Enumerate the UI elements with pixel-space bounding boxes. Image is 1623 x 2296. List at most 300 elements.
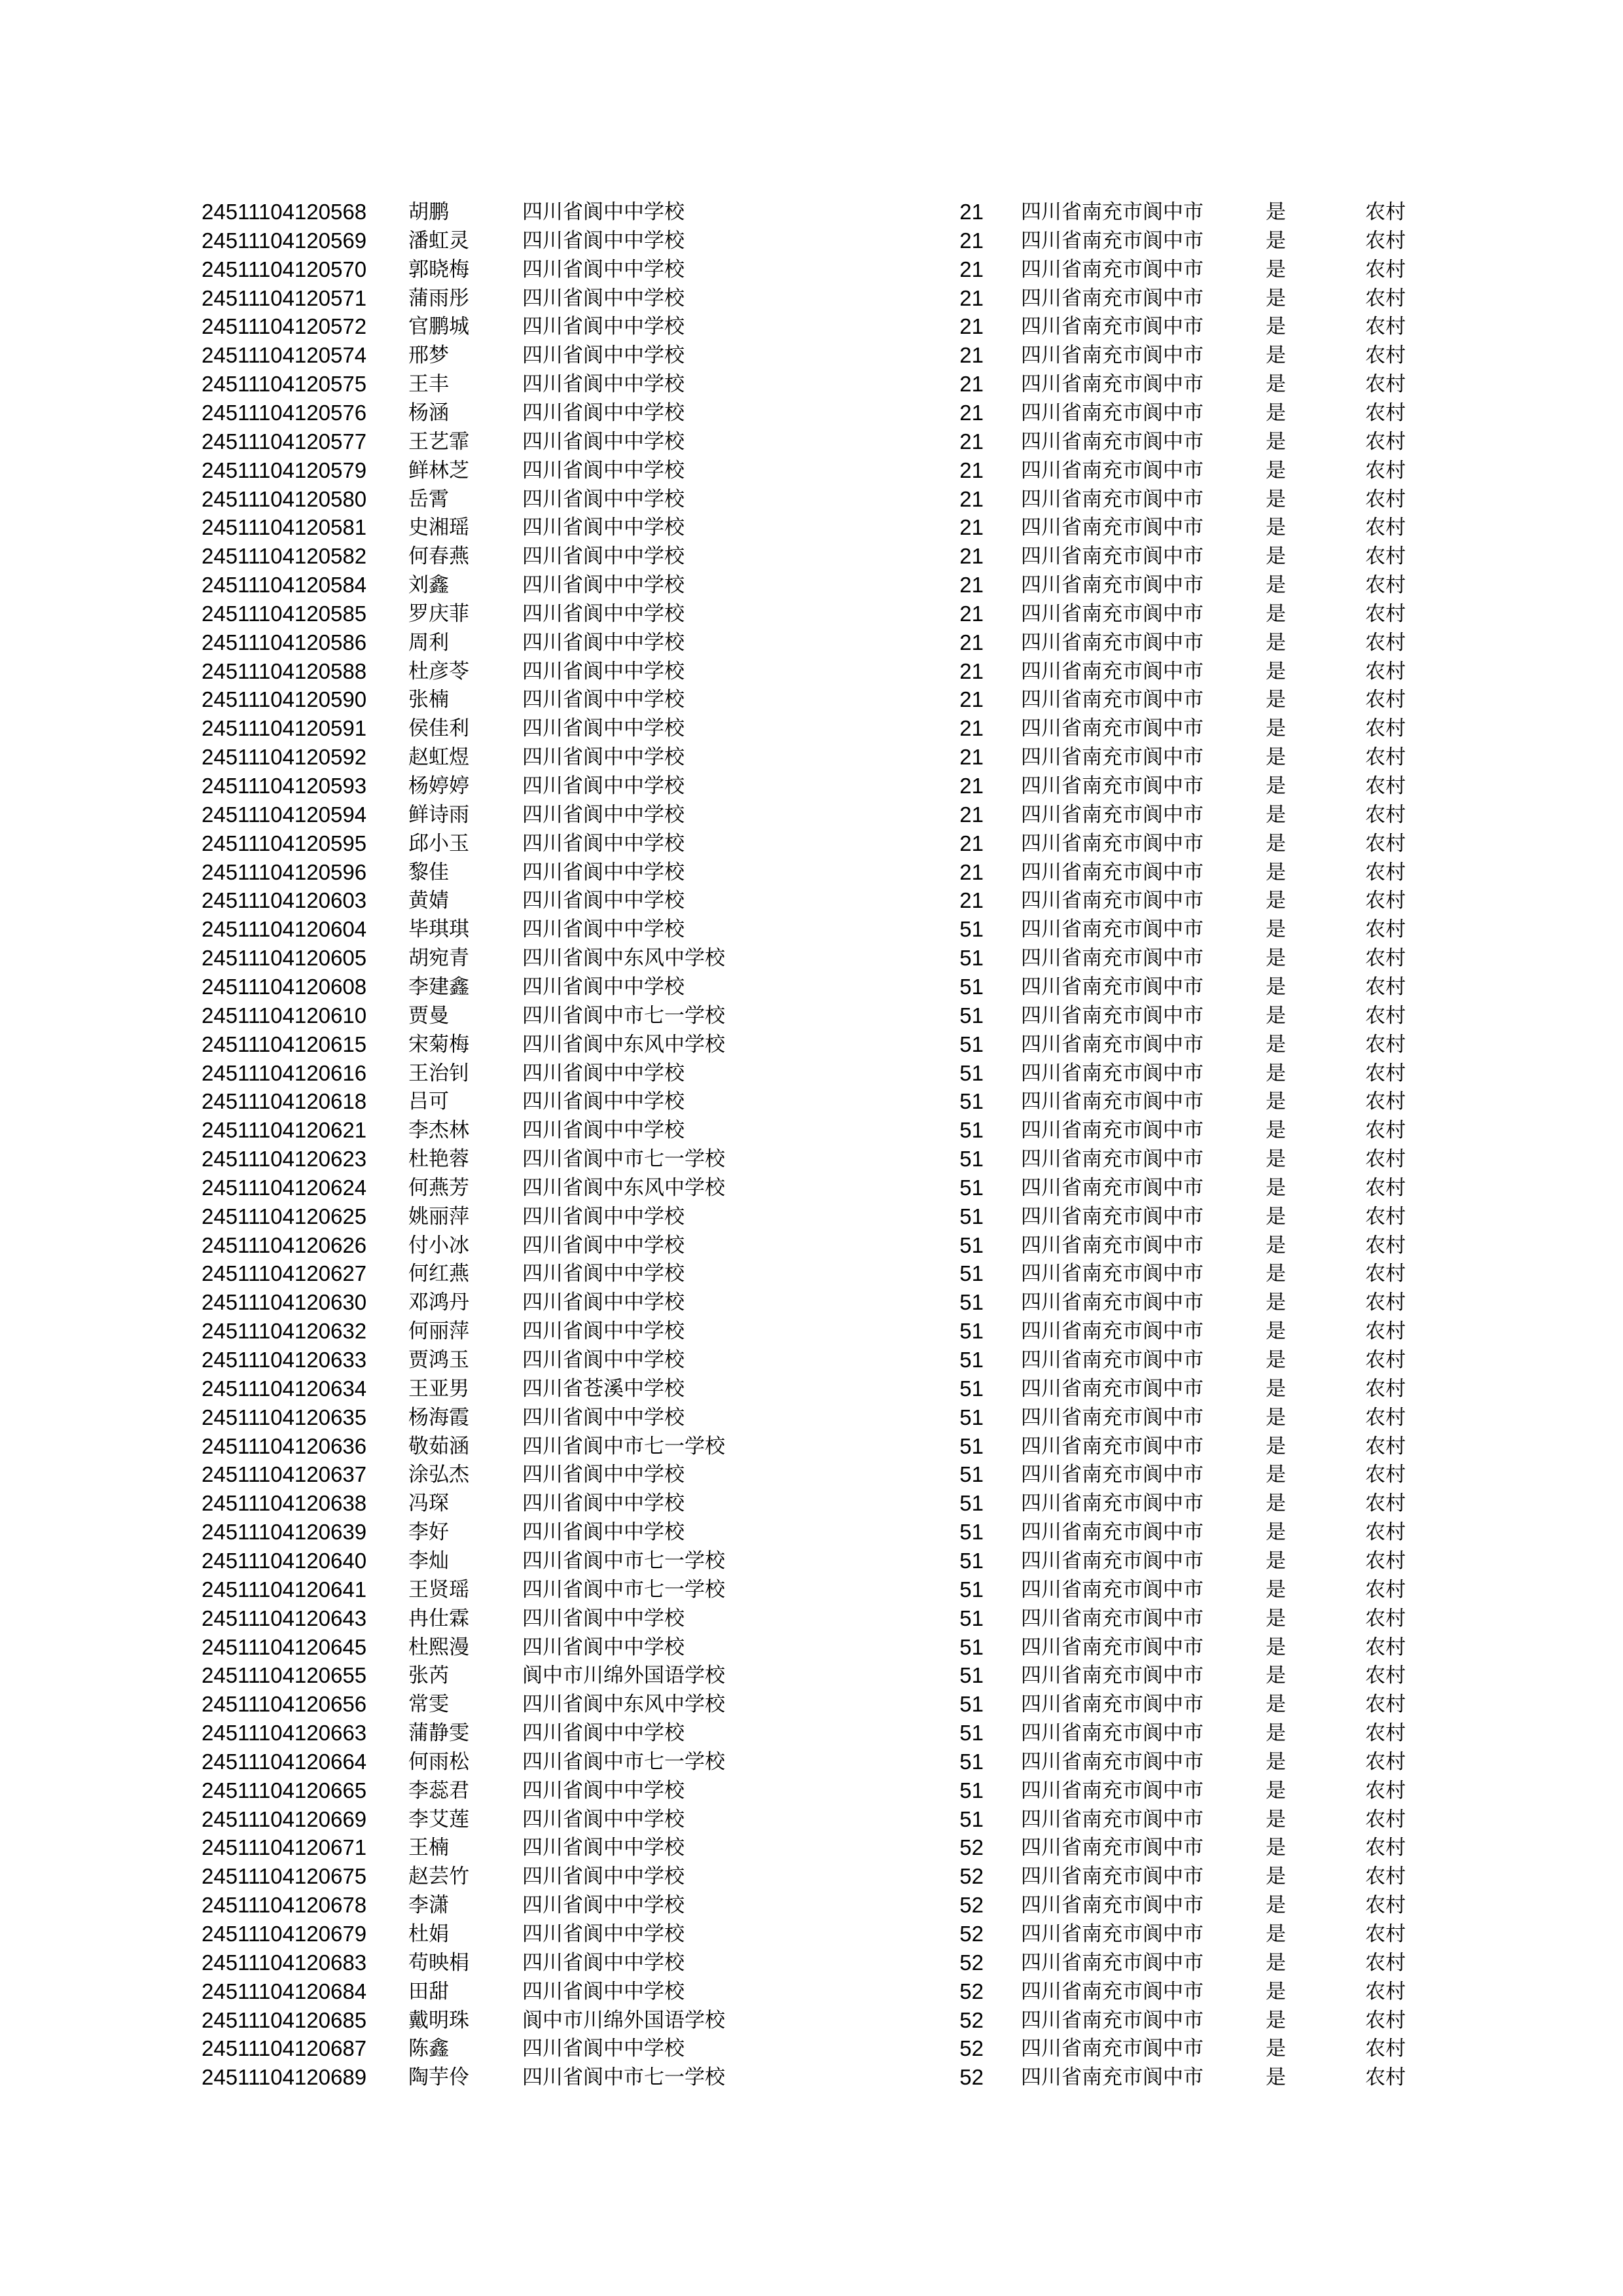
school-cell: 四川省阆中东风中学校 [522,946,725,971]
table-row [0,399,1623,427]
student-id-cell: 24511104120591 [202,716,367,741]
region-cell: 四川省南充市阆中市 [1021,601,1204,626]
table-row [0,1547,1623,1575]
household-type-cell: 农村 [1365,286,1406,310]
table-row [0,2006,1623,2035]
category-code-cell: 21 [959,372,984,397]
student-id-cell: 24511104120576 [202,400,367,425]
flag-cell: 是 [1266,228,1286,253]
student-name-cell: 杜熙漫 [408,1635,469,1659]
region-cell: 四川省南充市阆中市 [1021,200,1204,224]
school-cell: 四川省阆中中学校 [522,745,685,770]
flag-cell: 是 [1266,1664,1286,1688]
student-id-cell: 24511104120616 [202,1060,367,1085]
student-name-cell: 潘虹灵 [408,228,469,253]
student-name-cell: 赵虹煜 [408,745,469,770]
household-type-cell: 农村 [1365,1319,1406,1344]
student-name-cell: 涂弘杰 [408,1463,469,1487]
region-cell: 四川省南充市阆中市 [1021,717,1204,741]
flag-cell: 是 [1266,1119,1286,1143]
table-row [0,1317,1623,1346]
flag-cell: 是 [1266,946,1286,971]
region-cell: 四川省南充市阆中市 [1021,1606,1204,1630]
category-code-cell: 21 [959,630,984,655]
category-code-cell: 51 [959,1405,984,1429]
student-id-cell: 24511104120684 [202,1979,367,2003]
student-name-cell: 张楠 [408,688,449,712]
region-cell: 四川省南充市阆中市 [1021,1577,1204,1602]
flag-cell: 是 [1266,1348,1286,1372]
flag-cell: 是 [1266,2037,1286,2061]
student-id-cell: 24511104120570 [202,257,367,281]
table-row [0,1403,1623,1432]
household-type-cell: 农村 [1365,975,1406,999]
household-type-cell: 农村 [1365,601,1406,626]
flag-cell: 是 [1266,1893,1286,1918]
student-id-cell: 24511104120645 [202,1634,367,1659]
flag-cell: 是 [1266,2066,1286,2090]
category-code-cell: 51 [959,1692,984,1717]
flag-cell: 是 [1266,1147,1286,1172]
household-type-cell: 农村 [1365,1147,1406,1172]
table-row [0,341,1623,370]
household-type-cell: 农村 [1365,889,1406,913]
household-type-cell: 农村 [1365,1233,1406,1257]
flag-cell: 是 [1266,1865,1286,1889]
student-id-cell: 24511104120618 [202,1089,367,1114]
student-name-cell: 敬茹涵 [408,1434,469,1458]
table-row [0,1116,1623,1145]
student-id-cell: 24511104120575 [202,372,367,397]
household-type-cell: 农村 [1365,228,1406,253]
flag-cell: 是 [1266,1922,1286,1946]
region-cell: 四川省南充市阆中市 [1021,286,1204,310]
student-id-cell: 24511104120621 [202,1118,367,1143]
region-cell: 四川省南充市阆中市 [1021,1003,1204,1028]
flag-cell: 是 [1266,257,1286,281]
flag-cell: 是 [1266,717,1286,741]
student-name-cell: 邓鸿丹 [408,1291,469,1315]
household-type-cell: 农村 [1365,1175,1406,1200]
table-row [0,1489,1623,1518]
household-type-cell: 农村 [1365,774,1406,798]
category-code-cell: 52 [959,1835,984,1860]
student-id-cell: 24511104120594 [202,802,367,827]
table-row [0,1690,1623,1719]
flag-cell: 是 [1266,1463,1286,1487]
household-type-cell: 农村 [1365,429,1406,454]
household-type-cell: 农村 [1365,918,1406,942]
category-code-cell: 51 [959,1376,984,1401]
region-cell: 四川省南充市阆中市 [1021,1175,1204,1200]
region-cell: 四川省南充市阆中市 [1021,1434,1204,1458]
flag-cell: 是 [1266,1405,1286,1429]
household-type-cell: 农村 [1365,315,1406,339]
region-cell: 四川省南充市阆中市 [1021,831,1204,855]
table-row [0,1374,1623,1403]
category-code-cell: 52 [959,2065,984,2090]
school-cell: 四川省阆中市七一学校 [522,1003,725,1028]
region-cell: 四川省南充市阆中市 [1021,401,1204,425]
flag-cell: 是 [1266,458,1286,482]
flag-cell: 是 [1266,659,1286,683]
household-type-cell: 农村 [1365,458,1406,482]
table-row [0,370,1623,399]
school-cell: 四川省阆中中学校 [522,1405,685,1429]
table-row [0,714,1623,743]
student-id-cell: 24511104120687 [202,2036,367,2061]
school-cell: 四川省阆中中学校 [522,1520,685,1545]
student-name-cell: 胡鹏 [408,200,449,224]
school-cell: 四川省阆中中学校 [522,1893,685,1918]
household-type-cell: 农村 [1365,831,1406,855]
table-row [0,858,1623,887]
school-cell: 四川省阆中市七一学校 [522,2066,725,2090]
category-code-cell: 51 [959,1749,984,1774]
flag-cell: 是 [1266,429,1286,454]
school-cell: 四川省阆中中学校 [522,429,685,454]
category-code-cell: 21 [959,429,984,454]
student-id-cell: 24511104120663 [202,1721,367,1746]
table-row [0,743,1623,772]
flag-cell: 是 [1266,831,1286,855]
household-type-cell: 农村 [1365,1979,1406,2003]
student-name-cell: 贾鸿玉 [408,1348,469,1372]
region-cell: 四川省南充市阆中市 [1021,1032,1204,1056]
region-cell: 四川省南充市阆中市 [1021,1204,1204,1229]
category-code-cell: 21 [959,745,984,770]
student-name-cell: 冯琛 [408,1492,449,1516]
table-row [0,772,1623,800]
table-row [0,1633,1623,1662]
student-name-cell: 王治钊 [408,1061,469,1085]
flag-cell: 是 [1266,516,1286,540]
household-type-cell: 农村 [1365,1606,1406,1630]
flag-cell: 是 [1266,315,1286,339]
category-code-cell: 51 [959,1319,984,1344]
table-row [0,1604,1623,1633]
category-code-cell: 51 [959,1491,984,1516]
student-name-cell: 李杰林 [408,1119,469,1143]
student-id-cell: 24511104120593 [202,774,367,798]
category-code-cell: 51 [959,1548,984,1573]
category-code-cell: 21 [959,859,984,884]
student-name-cell: 黎佳 [408,860,449,884]
flag-cell: 是 [1266,1693,1286,1717]
region-cell: 四川省南充市阆中市 [1021,429,1204,454]
household-type-cell: 农村 [1365,257,1406,281]
category-code-cell: 51 [959,1003,984,1028]
school-cell: 四川省阆中中学校 [522,1778,685,1803]
flag-cell: 是 [1266,200,1286,224]
category-code-cell: 52 [959,1922,984,1946]
school-cell: 四川省阆中中学校 [522,401,685,425]
region-cell: 四川省南充市阆中市 [1021,918,1204,942]
school-cell: 四川省阆中中学校 [522,1090,685,1114]
school-cell: 四川省阆中市七一学校 [522,1577,725,1602]
student-id-cell: 24511104120630 [202,1290,367,1315]
flag-cell: 是 [1266,545,1286,569]
student-id-cell: 24511104120655 [202,1663,367,1688]
flag-cell: 是 [1266,918,1286,942]
student-id-cell: 24511104120671 [202,1835,367,1860]
region-cell: 四川省南充市阆中市 [1021,1922,1204,1946]
category-code-cell: 51 [959,1147,984,1172]
student-id-cell: 24511104120678 [202,1893,367,1918]
student-name-cell: 付小冰 [408,1233,469,1257]
flag-cell: 是 [1266,774,1286,798]
student-id-cell: 24511104120580 [202,486,367,511]
region-cell: 四川省南充市阆中市 [1021,630,1204,655]
student-name-cell: 岳霄 [408,487,449,511]
table-row [0,1030,1623,1059]
flag-cell: 是 [1266,1175,1286,1200]
flag-cell: 是 [1266,1749,1286,1774]
region-cell: 四川省南充市阆中市 [1021,2037,1204,2061]
school-cell: 四川省阆中中学校 [522,1492,685,1516]
table-row [0,657,1623,686]
household-type-cell: 农村 [1365,573,1406,598]
category-code-cell: 51 [959,1778,984,1803]
flag-cell: 是 [1266,1520,1286,1545]
table-row [0,628,1623,657]
student-id-cell: 24511104120635 [202,1405,367,1429]
table-row [0,1891,1623,1920]
category-code-cell: 51 [959,1089,984,1114]
student-name-cell: 冉仕霖 [408,1606,469,1630]
region-cell: 四川省南充市阆中市 [1021,1979,1204,2003]
region-cell: 四川省南充市阆中市 [1021,688,1204,712]
student-name-cell: 姚丽萍 [408,1204,469,1229]
category-code-cell: 21 [959,515,984,540]
student-id-cell: 24511104120592 [202,745,367,770]
table-row [0,1231,1623,1260]
region-cell: 四川省南充市阆中市 [1021,1635,1204,1659]
student-id-cell: 24511104120679 [202,1922,367,1946]
category-code-cell: 51 [959,1060,984,1085]
flag-cell: 是 [1266,1549,1286,1573]
school-cell: 四川省阆中中学校 [522,1348,685,1372]
region-cell: 四川省南充市阆中市 [1021,2066,1204,2090]
school-cell: 四川省阆中中学校 [522,2037,685,2061]
flag-cell: 是 [1266,1778,1286,1803]
school-cell: 四川省阆中中学校 [522,659,685,683]
table-row [0,1518,1623,1547]
student-id-cell: 24511104120610 [202,1003,367,1028]
student-name-cell: 戴明珠 [408,2008,469,2032]
student-id-cell: 24511104120584 [202,573,367,598]
school-cell: 四川省阆中中学校 [522,200,685,224]
household-type-cell: 农村 [1365,200,1406,224]
student-id-cell: 24511104120596 [202,859,367,884]
school-cell: 四川省阆中东风中学校 [522,1032,725,1056]
flag-cell: 是 [1266,745,1286,770]
flag-cell: 是 [1266,1492,1286,1516]
student-name-cell: 苟映梋 [408,1950,469,1975]
region-cell: 四川省南充市阆中市 [1021,1721,1204,1746]
category-code-cell: 21 [959,573,984,598]
table-row [0,1661,1623,1690]
student-name-cell: 王艺霏 [408,429,469,454]
household-type-cell: 农村 [1365,344,1406,368]
household-type-cell: 农村 [1365,1778,1406,1803]
student-name-cell: 鲜诗雨 [408,802,469,827]
household-type-cell: 农村 [1365,860,1406,884]
region-cell: 四川省南充市阆中市 [1021,1549,1204,1573]
student-id-cell: 24511104120604 [202,917,367,942]
region-cell: 四川省南充市阆中市 [1021,487,1204,511]
flag-cell: 是 [1266,1807,1286,1831]
category-code-cell: 51 [959,1605,984,1630]
category-code-cell: 21 [959,228,984,253]
school-cell: 四川省阆中中学校 [522,1319,685,1344]
student-name-cell: 李灿 [408,1549,449,1573]
student-id-cell: 24511104120590 [202,687,367,712]
student-id-cell: 24511104120581 [202,515,367,540]
region-cell: 四川省南充市阆中市 [1021,228,1204,253]
table-row [0,312,1623,341]
student-name-cell: 田甜 [408,1979,449,2003]
region-cell: 四川省南充市阆中市 [1021,1061,1204,1085]
student-id-cell: 24511104120577 [202,429,367,454]
household-type-cell: 农村 [1365,401,1406,425]
student-name-cell: 杜彦苓 [408,659,469,683]
category-code-cell: 51 [959,1232,984,1257]
student-name-cell: 李潇 [408,1893,449,1918]
school-cell: 四川省阆中中学校 [522,1865,685,1889]
flag-cell: 是 [1266,1204,1286,1229]
category-code-cell: 51 [959,1433,984,1458]
school-cell: 四川省阆中中学校 [522,344,685,368]
student-id-cell: 24511104120685 [202,2007,367,2032]
table-row [0,571,1623,600]
student-name-cell: 陶芋伶 [408,2066,469,2090]
category-code-cell: 51 [959,1204,984,1229]
household-type-cell: 农村 [1365,745,1406,770]
category-code-cell: 21 [959,486,984,511]
student-name-cell: 张芮 [408,1664,449,1688]
student-id-cell: 24511104120641 [202,1577,367,1602]
household-type-cell: 农村 [1365,1204,1406,1229]
student-name-cell: 王楠 [408,1836,449,1860]
table-row [0,1259,1623,1288]
table-row [0,542,1623,571]
table-row [0,600,1623,628]
school-cell: 四川省阆中东风中学校 [522,1693,725,1717]
household-type-cell: 农村 [1365,1376,1406,1401]
flag-cell: 是 [1266,286,1286,310]
category-code-cell: 52 [959,1950,984,1975]
household-type-cell: 农村 [1365,1749,1406,1774]
table-row [0,1776,1623,1805]
flag-cell: 是 [1266,1606,1286,1630]
student-id-cell: 24511104120603 [202,888,367,913]
flag-cell: 是 [1266,372,1286,397]
student-id-cell: 24511104120632 [202,1319,367,1344]
student-id-cell: 24511104120624 [202,1175,367,1200]
household-type-cell: 农村 [1365,1061,1406,1085]
table-row [0,1920,1623,1948]
region-cell: 四川省南充市阆中市 [1021,659,1204,683]
region-cell: 四川省南充市阆中市 [1021,889,1204,913]
student-id-cell: 24511104120623 [202,1147,367,1172]
student-id-cell: 24511104120637 [202,1462,367,1487]
student-name-cell: 杨婷婷 [408,774,469,798]
region-cell: 四川省南充市阆中市 [1021,344,1204,368]
table-row [0,1202,1623,1231]
school-cell: 四川省阆中中学校 [522,1721,685,1746]
table-row [0,1432,1623,1461]
student-name-cell: 赵芸竹 [408,1865,469,1889]
region-cell: 四川省南充市阆中市 [1021,1865,1204,1889]
flag-cell: 是 [1266,1003,1286,1028]
flag-cell: 是 [1266,1061,1286,1085]
category-code-cell: 51 [959,1175,984,1200]
household-type-cell: 农村 [1365,1693,1406,1717]
table-row [0,973,1623,1001]
school-cell: 四川省阆中中学校 [522,774,685,798]
category-code-cell: 21 [959,774,984,798]
school-cell: 四川省阆中中学校 [522,315,685,339]
flag-cell: 是 [1266,1291,1286,1315]
region-cell: 四川省南充市阆中市 [1021,372,1204,397]
student-name-cell: 黄婧 [408,889,449,913]
student-name-cell: 毕琪琪 [408,918,469,942]
student-id-cell: 24511104120656 [202,1692,367,1717]
school-cell: 四川省阆中中学校 [522,1979,685,2003]
region-cell: 四川省南充市阆中市 [1021,257,1204,281]
region-cell: 四川省南充市阆中市 [1021,1492,1204,1516]
table-row [0,944,1623,973]
flag-cell: 是 [1266,1032,1286,1056]
category-code-cell: 51 [959,1663,984,1688]
household-type-cell: 农村 [1365,1003,1406,1028]
flag-cell: 是 [1266,1577,1286,1602]
region-cell: 四川省南充市阆中市 [1021,1950,1204,1975]
student-name-cell: 刘鑫 [408,573,449,598]
student-id-cell: 24511104120643 [202,1605,367,1630]
flag-cell: 是 [1266,401,1286,425]
flag-cell: 是 [1266,573,1286,598]
table-row [0,1087,1623,1116]
student-id-cell: 24511104120675 [202,1864,367,1889]
flag-cell: 是 [1266,802,1286,827]
student-name-cell: 陈鑫 [408,2037,449,2061]
region-cell: 四川省南充市阆中市 [1021,315,1204,339]
region-cell: 四川省南充市阆中市 [1021,2008,1204,2032]
category-code-cell: 51 [959,1118,984,1143]
household-type-cell: 农村 [1365,1836,1406,1860]
student-name-cell: 侯佳利 [408,717,469,741]
school-cell: 四川省阆中中学校 [522,918,685,942]
school-cell: 四川省阆中中学校 [522,717,685,741]
household-type-cell: 农村 [1365,630,1406,655]
student-name-cell: 李艾莲 [408,1807,469,1831]
flag-cell: 是 [1266,1434,1286,1458]
student-name-cell: 罗庆菲 [408,601,469,626]
flag-cell: 是 [1266,1979,1286,2003]
household-type-cell: 农村 [1365,2066,1406,2090]
flag-cell: 是 [1266,975,1286,999]
category-code-cell: 21 [959,687,984,712]
flag-cell: 是 [1266,1233,1286,1257]
student-name-cell: 郭晓梅 [408,257,469,281]
school-cell: 四川省阆中中学校 [522,1291,685,1315]
table-row [0,513,1623,542]
household-type-cell: 农村 [1365,1291,1406,1315]
category-code-cell: 21 [959,658,984,683]
household-type-cell: 农村 [1365,1664,1406,1688]
